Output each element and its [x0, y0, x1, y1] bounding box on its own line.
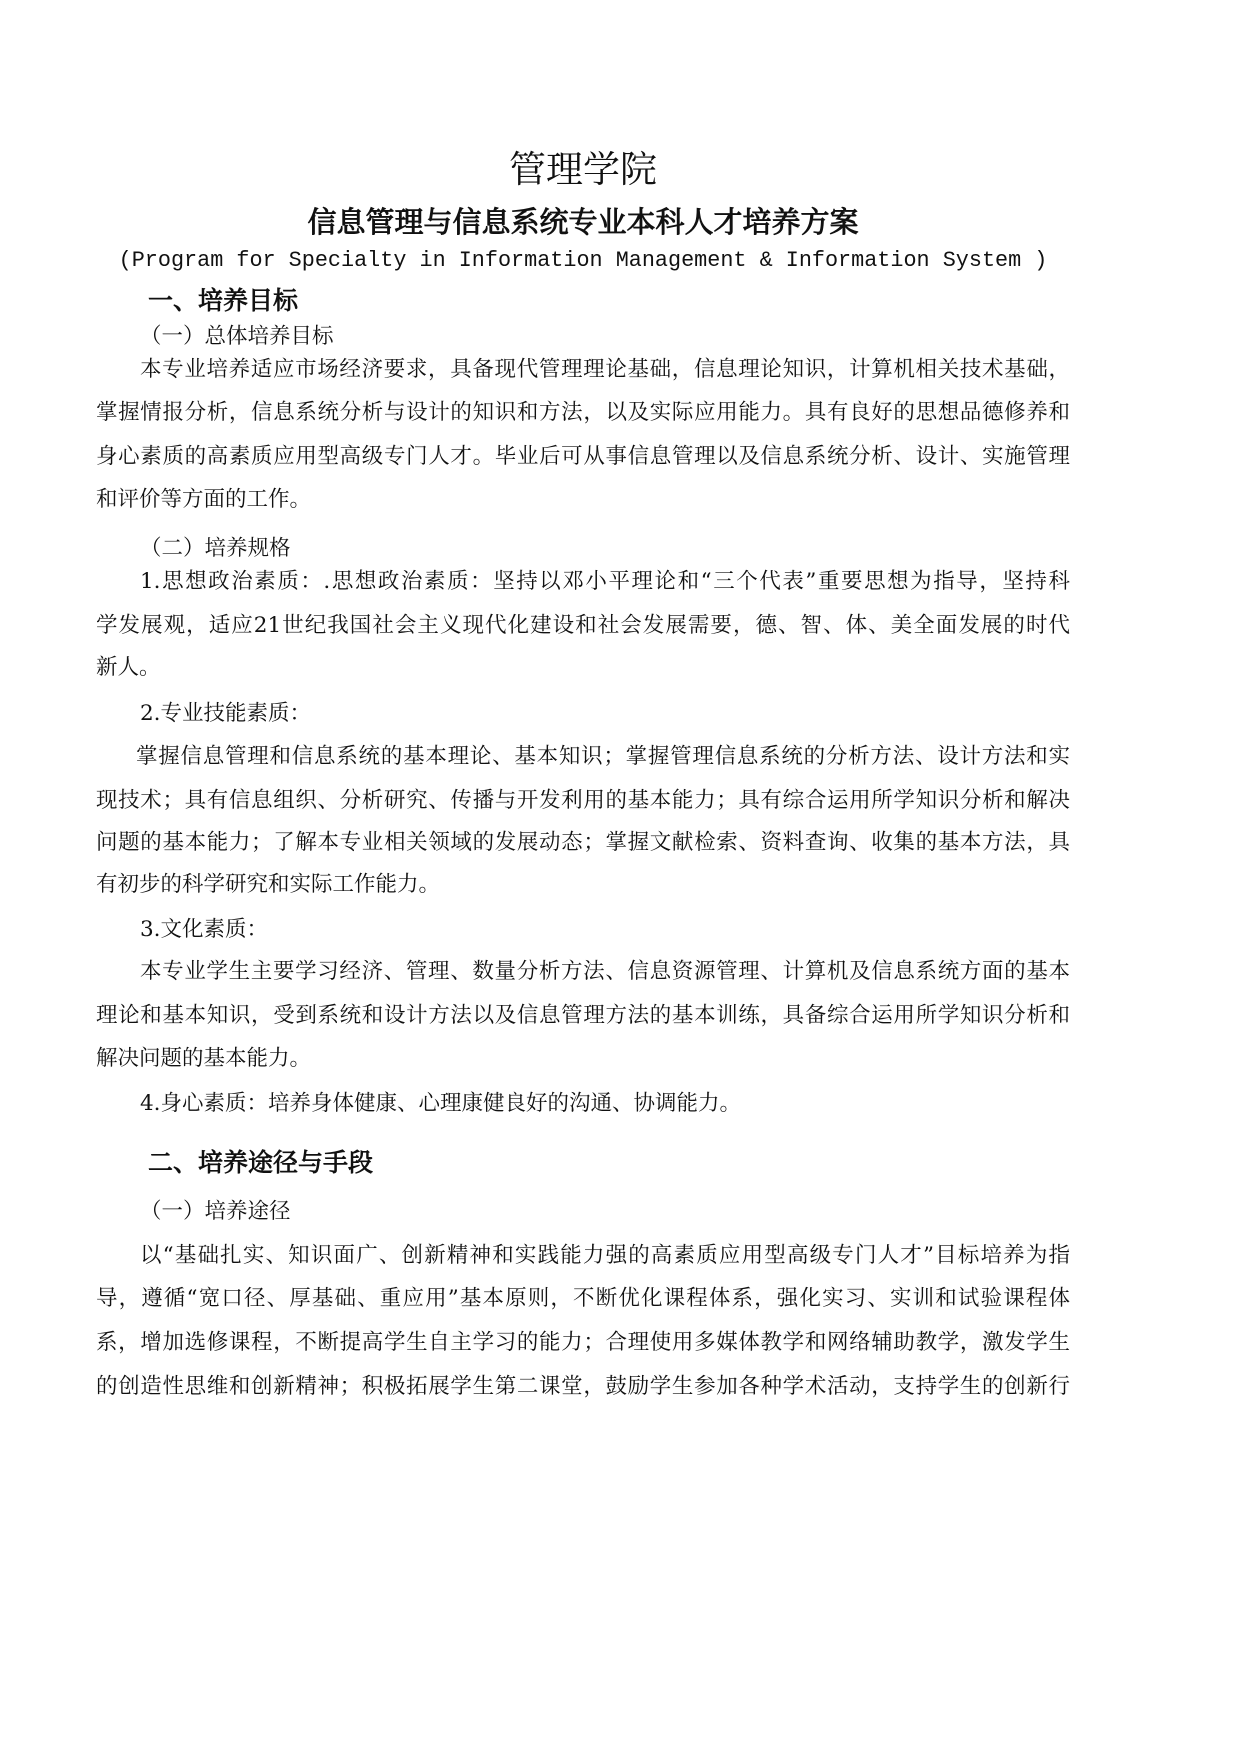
item-title: 2.专业技能素质： [140, 701, 312, 726]
paragraph-line: 身心素质的高素质应用型高级专门人才。毕业后可从事信息管理以及信息系统分析、设计、实施管理 [96, 444, 1070, 469]
paragraph-line: 学发展观，适应21世纪我国社会主义现代化建设和社会发展需要，德、智、体、美全面发展的时代 [96, 613, 1070, 638]
section-heading: 一、培养目标 [148, 286, 299, 315]
section-heading: 二、培养途径与手段 [148, 1148, 374, 1177]
paragraph-line: 解决问题的基本能力。 [96, 1046, 312, 1071]
college-name: 管理学院 [509, 148, 657, 191]
item-title: 3.文化素质： [140, 917, 269, 942]
subsection-heading: （一）培养途径 [140, 1199, 291, 1224]
paragraph-line: 掌握情报分析，信息系统分析与设计的知识和方法，以及实际应用能力。具有良好的思想品德修养和 [96, 400, 1070, 425]
paragraph-line: 掌握信息管理和信息系统的基本理论、基本知识；掌握管理信息系统的分析方法、设计方法和实 [136, 744, 1070, 769]
paragraph-line: 的创造性思维和创新精神；积极拓展学生第二课堂，鼓励学生参加各种学术活动，支持学生的创新行 [96, 1374, 1070, 1399]
paragraph-line: 以“基础扎实、知识面广、创新精神和实践能力强的高素质应用型高级专门人才”目标培养为指 [140, 1243, 1070, 1268]
program-title-english: (Program for Specialty in Information Management & Information System ) [118, 248, 1048, 273]
paragraph-line: 本专业学生主要学习经济、管理、数量分析方法、信息资源管理、计算机及信息系统方面的基本 [140, 959, 1070, 984]
paragraph-line: 1.思想政治素质：.思想政治素质：坚持以邓小平理论和“三个代表”重要思想为指导，坚持科 [140, 569, 1070, 594]
paragraph-line: 理论和基本知识，受到系统和设计方法以及信息管理方法的基本训练，具备综合运用所学知识分析和 [96, 1003, 1070, 1028]
paragraph-line: 新人。 [96, 655, 161, 680]
program-title: 信息管理与信息系统专业本科人才培养方案 [307, 205, 859, 239]
paragraph-line: 和评价等方面的工作。 [96, 487, 312, 512]
paragraph-line: 系，增加选修课程，不断提高学生自主学习的能力；合理使用多媒体教学和网络辅助教学，激发学生 [96, 1330, 1070, 1355]
paragraph-line: 问题的基本能力；了解本专业相关领域的发展动态；掌握文献检索、资料查询、收集的基本方法，具 [96, 830, 1070, 855]
paragraph-line: 现技术；具有信息组织、分析研究、传播与开发利用的基本能力；具有综合运用所学知识分析和解决 [96, 788, 1070, 813]
paragraph-line: 本专业培养适应市场经济要求，具备现代管理理论基础，信息理论知识，计算机相关技术基础， [140, 357, 1070, 382]
subsection-heading: （一）总体培养目标 [140, 324, 334, 349]
paragraph-line: 4.身心素质：培养身体健康、心理康健良好的沟通、协调能力。 [140, 1091, 742, 1116]
subsection-heading: （二）培养规格 [140, 536, 291, 561]
paragraph-line: 有初步的科学研究和实际工作能力。 [96, 872, 441, 897]
paragraph-line: 导，遵循“宽口径、厚基础、重应用”基本原则，不断优化课程体系，强化实习、实训和试验课程体 [96, 1286, 1070, 1311]
